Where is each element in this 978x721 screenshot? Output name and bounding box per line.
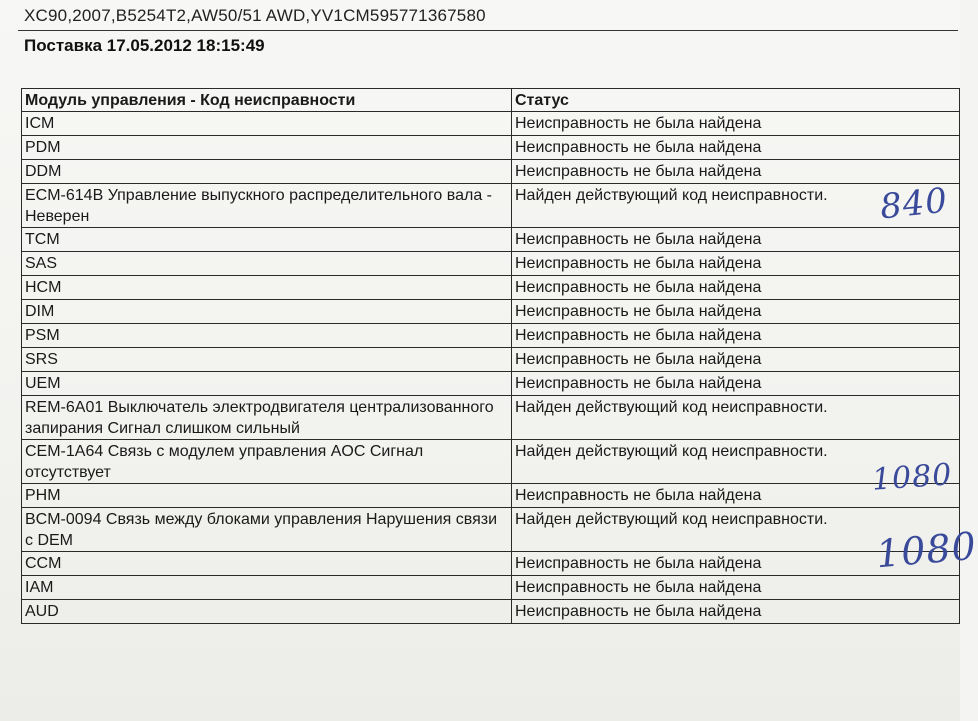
table-row (22, 252, 960, 276)
module-cell: REM-6A01 Выключатель электродвигателя централизованного запирания Сигнал слишком сильный (22, 396, 512, 440)
module-cell: IAM (22, 576, 512, 600)
module-cell: TCM (22, 228, 512, 252)
module-cell: SRS (22, 348, 512, 372)
table-row (22, 184, 960, 228)
status-cell: Неисправность не была найдена (512, 276, 960, 300)
table-row (22, 276, 960, 300)
status-cell: Найден действующий код неисправности. (512, 184, 960, 228)
column-header-module: Модуль управления - Код неисправности (22, 89, 512, 112)
column-header-status: Статус (512, 89, 960, 112)
table-row (22, 228, 960, 252)
table-row (22, 484, 960, 508)
module-cell: UEM (22, 372, 512, 396)
status-cell: Неисправность не была найдена (512, 252, 960, 276)
handwritten-note-bcm: 1080 (874, 523, 978, 577)
handwritten-note-cem: 1080 (870, 457, 954, 498)
module-cell: CEM-1A64 Связь с модулем управления AOC Сигнал отсутствует (22, 440, 512, 484)
status-cell: Найден действующий код неисправности. (512, 440, 960, 484)
table-row (22, 440, 960, 484)
status-cell: Неисправность не была найдена (512, 484, 960, 508)
module-cell: ECM-614B Управление выпускного распределительного вала - Неверен (22, 184, 512, 228)
status-cell: Неисправность не была найдена (512, 348, 960, 372)
status-cell: Неисправность не была найдена (512, 324, 960, 348)
table-row (22, 600, 960, 624)
status-cell: Неисправность не была найдена (512, 372, 960, 396)
table-row (22, 552, 960, 576)
module-cell: HCM (22, 276, 512, 300)
vehicle-info: XC90,2007,B5254T2,AW50/51 AWD,YV1CM595771367580 (24, 6, 486, 25)
module-cell: DDM (22, 160, 512, 184)
module-cell: DIM (22, 300, 512, 324)
status-cell: Неисправность не была найдена (512, 300, 960, 324)
table-row (22, 508, 960, 552)
module-cell: PHM (22, 484, 512, 508)
table-header-row (22, 89, 960, 112)
module-cell: AUD (22, 600, 512, 624)
status-cell: Неисправность не была найдена (512, 160, 960, 184)
handwritten-note-ecm: 840 (878, 180, 950, 228)
module-cell: PDM (22, 136, 512, 160)
status-cell: Найден действующий код неисправности. (512, 508, 960, 552)
table-row (22, 324, 960, 348)
status-cell: Неисправность не была найдена (512, 600, 960, 624)
table-row (22, 160, 960, 184)
delivery-timestamp: Поставка 17.05.2012 18:15:49 (24, 36, 265, 55)
status-cell: Неисправность не была найдена (512, 112, 960, 136)
header-divider (18, 30, 958, 31)
module-cell: ICM (22, 112, 512, 136)
status-cell: Неисправность не была найдена (512, 228, 960, 252)
table-row (22, 348, 960, 372)
status-cell: Найден действующий код неисправности. (512, 396, 960, 440)
table-row (22, 372, 960, 396)
status-cell: Неисправность не была найдена (512, 552, 960, 576)
status-cell: Неисправность не была найдена (512, 576, 960, 600)
module-cell: SAS (22, 252, 512, 276)
fault-code-table (21, 88, 960, 624)
table-row (22, 112, 960, 136)
table-row (22, 576, 960, 600)
module-cell: BCM-0094 Связь между блоками управления Нарушения связи с DEM (22, 508, 512, 552)
module-cell: PSM (22, 324, 512, 348)
module-cell: CCM (22, 552, 512, 576)
status-cell: Неисправность не была найдена (512, 136, 960, 160)
table-row (22, 396, 960, 440)
table-row (22, 300, 960, 324)
table-row (22, 136, 960, 160)
